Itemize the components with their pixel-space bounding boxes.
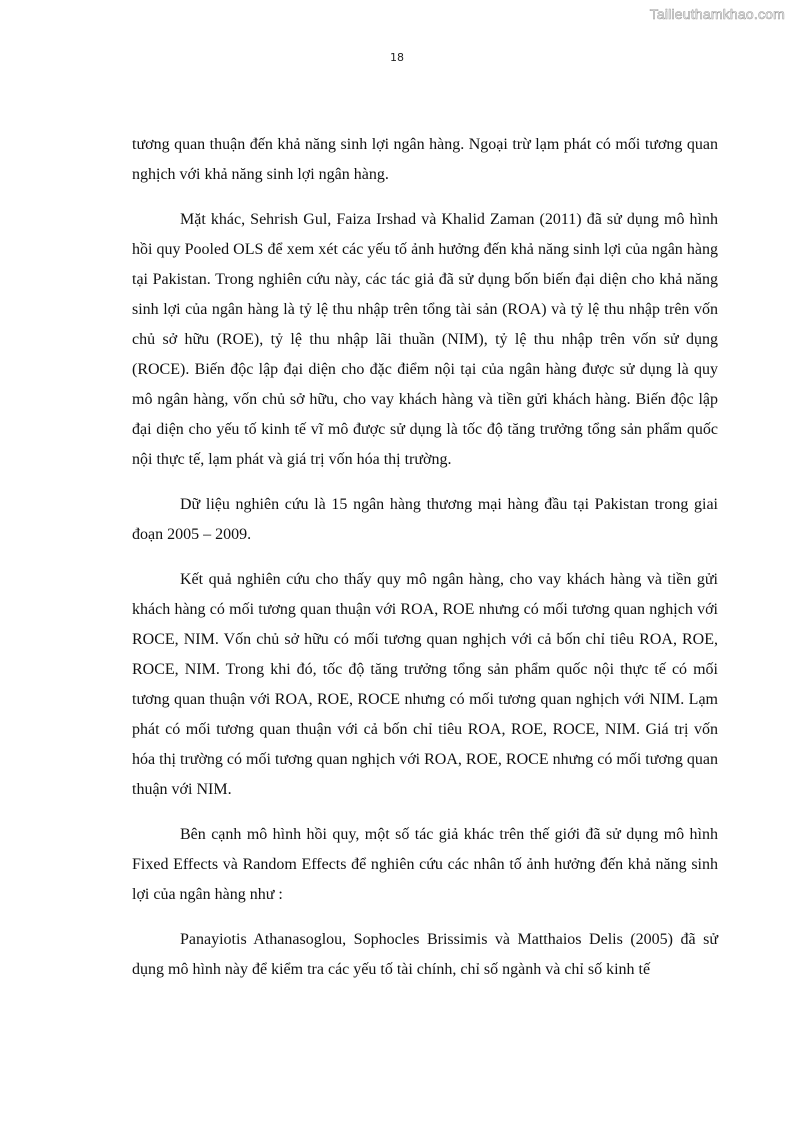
paragraph-pakistan-study: Mặt khác, Sehrish Gul, Faiza Irshad và Khalid Zaman (2011) đã sử dụng mô hình hồi quy Pooled OLS để xem xét các yếu tố ảnh hưởng đến khả năng sinh lợi của ngân hàng tại Pakistan. Trong nghiên cứu này, các tác giả đã sử dụng bốn biến đại diện cho khả năng sinh lợi của ngân hàng là tỷ lệ thu nhập trên tổng tài sản (ROA) và tỷ lệ thu nhập trên vốn chủ sở hữu (ROE), tỷ lệ thu nhập lãi thuần (NIM), tỷ lệ thu nhập trên vốn sử dụng (ROCE). Biến độc lập đại diện cho đặc điểm nội tại của ngân hàng được sử dụng là quy mô ngân hàng, vốn chủ sở hữu, cho vay khách hàng và tiền gửi khách hàng. Biến độc lập đại diện cho yếu tố kinh tế vĩ mô được sử dụng là tốc độ tăng trưởng tổng sản phẩm quốc nội thực tế, lạm phát và giá trị vốn hóa thị trường. (132, 211, 718, 468)
paragraph-continuation: tương quan thuận đến khả năng sinh lợi ngân hàng. Ngoại trừ lạm phát có mối tương quan nghịch với khả năng sinh lợi ngân hàng. (132, 136, 718, 183)
paragraph-athanasoglou-study: Panayiotis Athanasoglou, Sophocles Brissimis và Matthaios Delis (2005) đã sử dụng mô hình này để kiểm tra các yếu tố tài chính, chỉ số ngành và chỉ số kinh tế (132, 931, 718, 978)
paragraph-fixed-random-effects: Bên cạnh mô hình hồi quy, một số tác giả khác trên thế giới đã sử dụng mô hình Fixed Effects và Random Effects để nghiên cứu các nhân tố ảnh hưởng đến khả năng sinh lợi của ngân hàng như : (132, 826, 718, 903)
watermark-logo: Tailieuthamkhao.com (649, 6, 785, 22)
document-body (132, 130, 718, 1000)
paragraph-research-data: Dữ liệu nghiên cứu là 15 ngân hàng thương mại hàng đầu tại Pakistan trong giai đoạn 2005 – 2009. (132, 496, 718, 543)
paragraph-research-results: Kết quả nghiên cứu cho thấy quy mô ngân hàng, cho vay khách hàng và tiền gửi khách hàng có mối tương quan thuận với ROA, ROE nhưng có mối tương quan nghịch với ROCE, NIM. Vốn chủ sở hữu có mối tương quan nghịch với cả bốn chỉ tiêu ROA, ROE, ROCE, NIM. Trong khi đó, tốc độ tăng trưởng tổng sản phẩm quốc nội thực tế có mối tương quan thuận với ROA, ROE, ROCE nhưng có mối tương quan nghịch với NIM. Lạm phát có mối tương quan thuận với cả bốn chỉ tiêu ROA, ROE, ROCE, NIM. Giá trị vốn hóa thị trường có mối tương quan nghịch với ROA, ROE, ROCE nhưng có mối tương quan thuận với NIM. (132, 571, 718, 798)
page-number: 18 (390, 51, 404, 64)
